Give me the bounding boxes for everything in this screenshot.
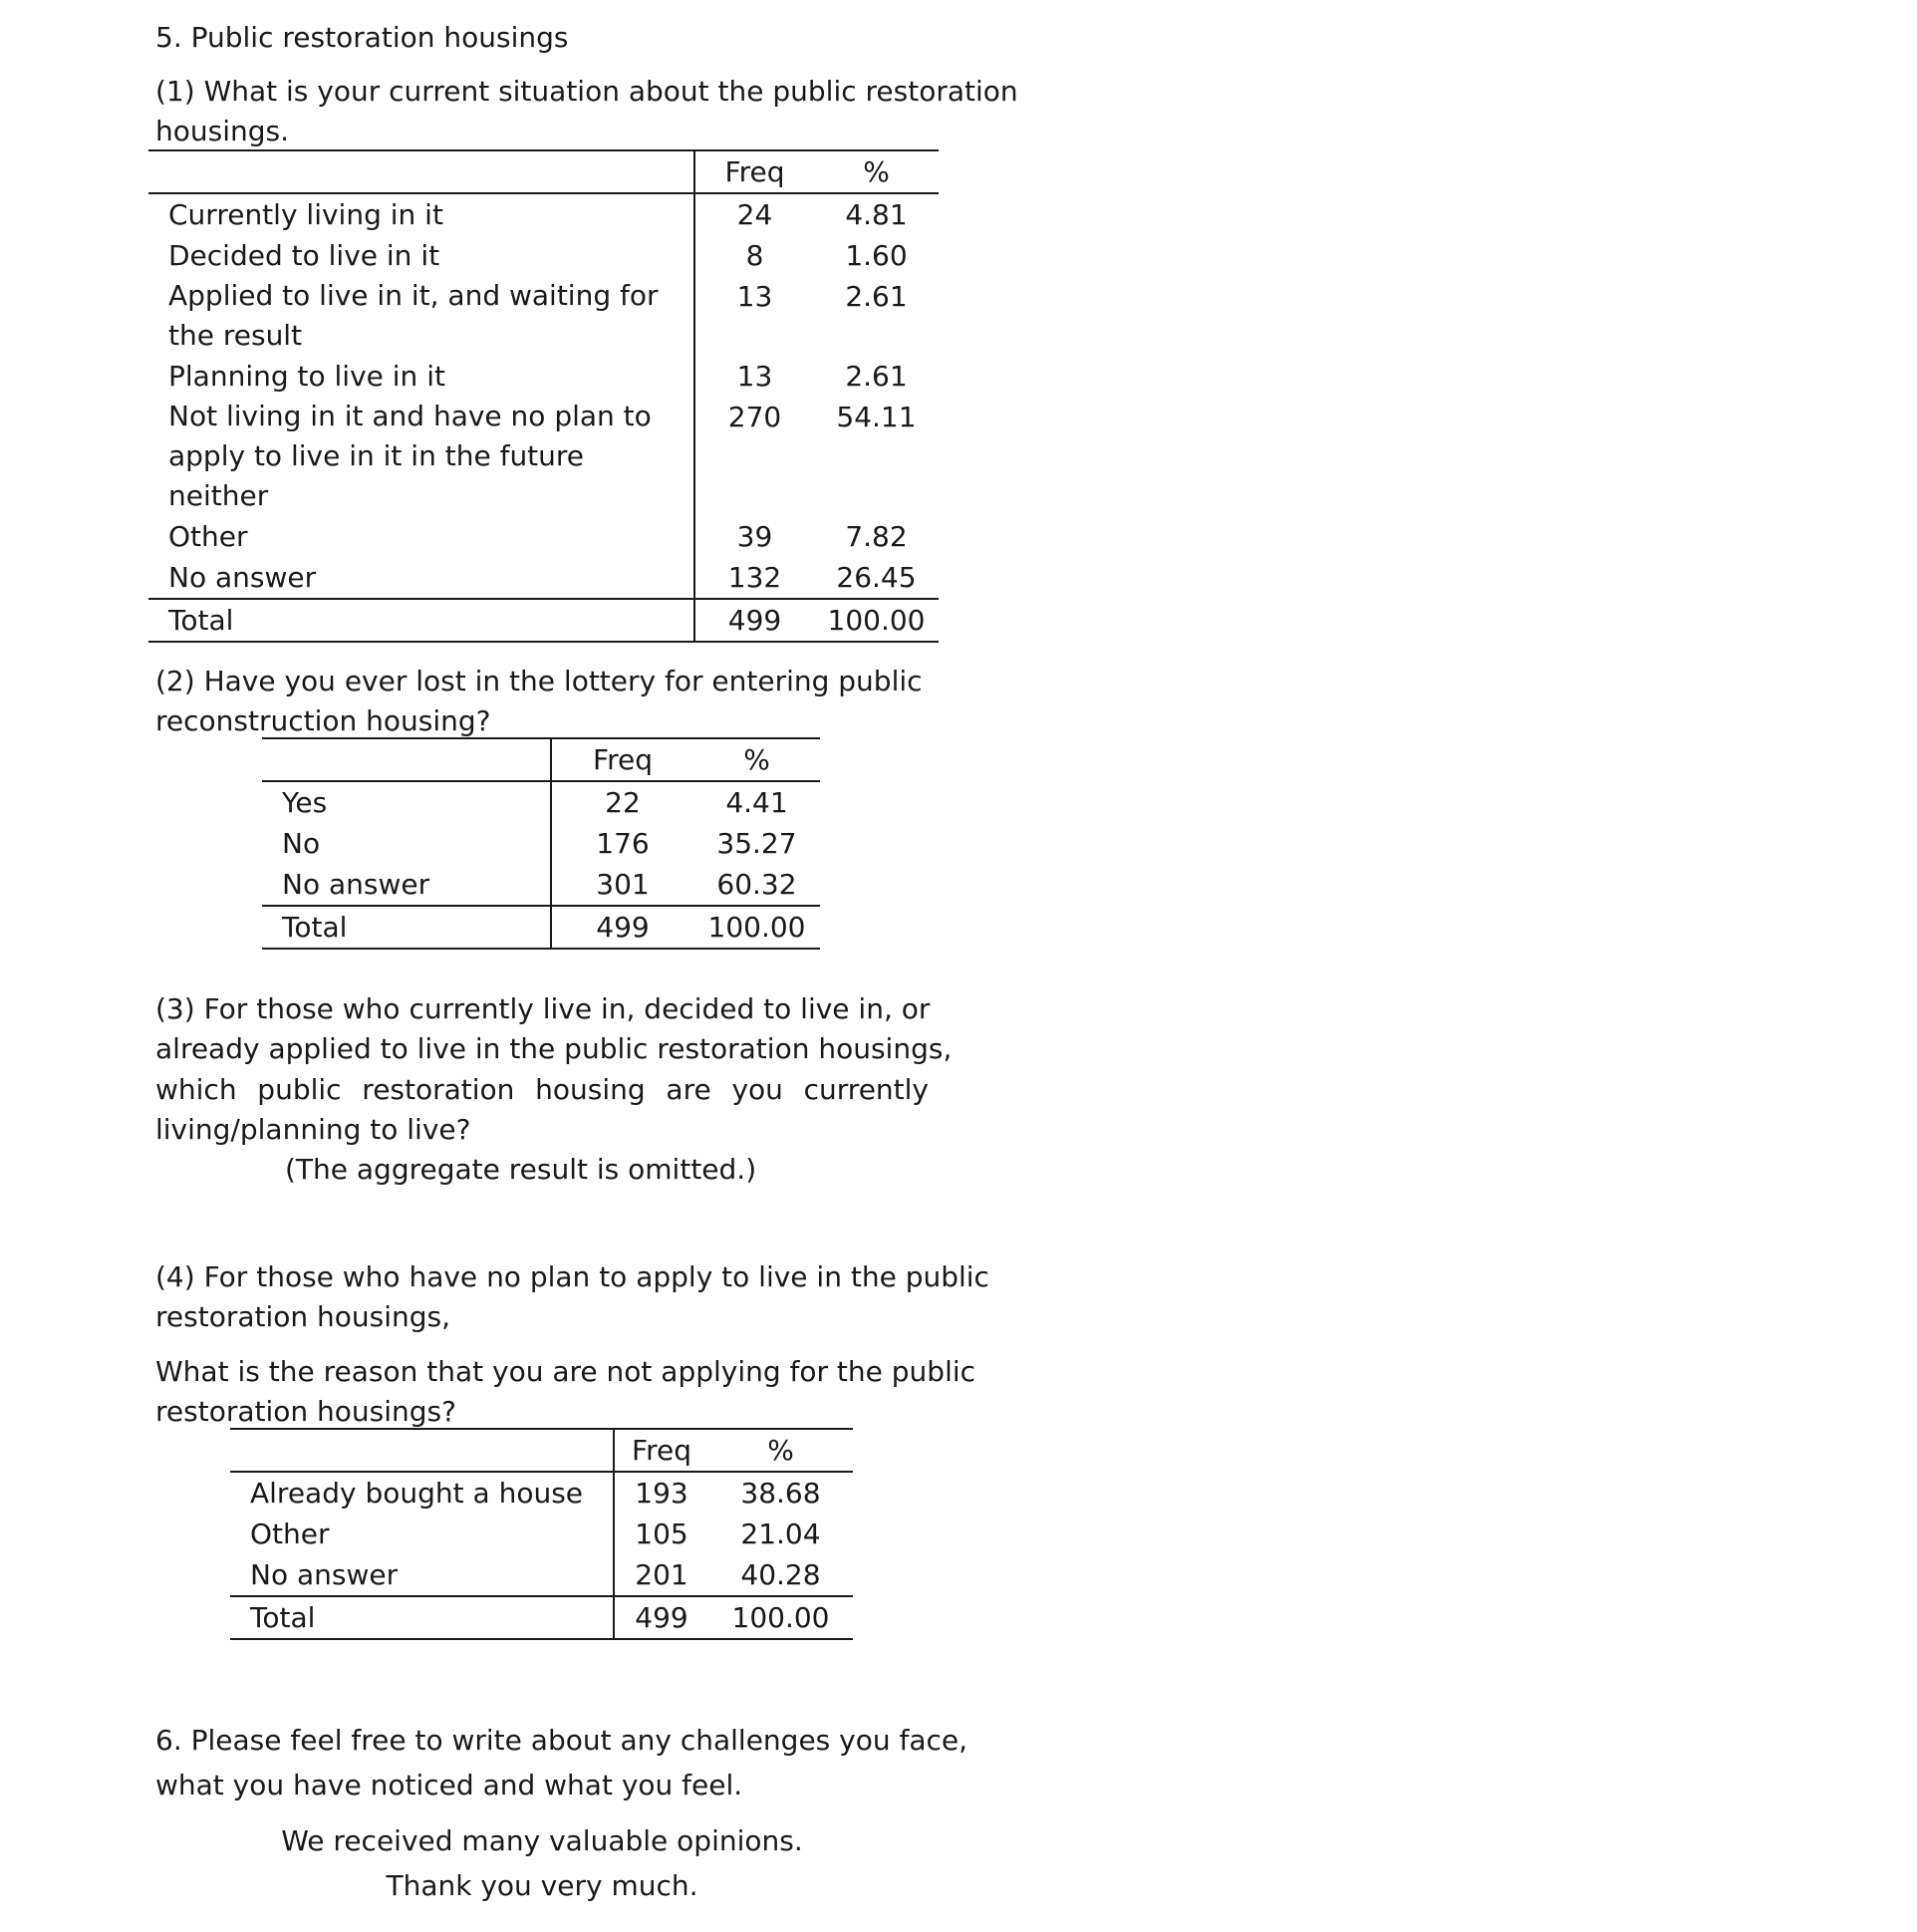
row-label: Decided to live in it xyxy=(148,235,694,276)
row-freq: 39 xyxy=(736,520,773,553)
total-row xyxy=(230,1596,853,1639)
row-label: No answer xyxy=(148,557,694,599)
row-label: Already bought a house xyxy=(230,1472,614,1514)
row-freq: 22 xyxy=(605,786,641,819)
q4-text-line1: (4) For those who have no plan to apply to live in the public xyxy=(155,1260,989,1293)
table-row xyxy=(230,1554,853,1596)
row-label: Currently living in it xyxy=(148,193,694,235)
row-pct: 26.45 xyxy=(836,561,917,594)
row-pct: 7.82 xyxy=(845,520,908,553)
q3-text-line1: (3) For those who currently live in, decided to live in, or xyxy=(155,992,931,1025)
table-row xyxy=(148,516,939,557)
q1-header-freq: Freq xyxy=(694,150,814,193)
row-pct: 40.28 xyxy=(740,1558,821,1591)
row-pct: 2.61 xyxy=(845,360,908,393)
q4-text-line2: restoration housings, xyxy=(155,1300,451,1333)
q3-text-line3: which public restoration housing are you currently xyxy=(155,1073,929,1106)
total-freq: 499 xyxy=(614,1596,708,1639)
q1-header-pct: % xyxy=(814,150,939,193)
section-5-heading: 5. Public restoration housings xyxy=(155,21,569,54)
row-label: Yes xyxy=(262,781,551,823)
q4-table xyxy=(230,1428,853,1640)
total-row xyxy=(262,906,820,949)
q4-text-line3: What is the reason that you are not applying for the public xyxy=(155,1355,976,1388)
closing-line2: Thank you very much. xyxy=(386,1869,698,1902)
table-row xyxy=(148,356,939,397)
q4-header-freq: Freq xyxy=(614,1429,708,1472)
row-freq: 8 xyxy=(745,239,764,272)
total-pct: 100.00 xyxy=(814,599,939,642)
row-freq: 301 xyxy=(596,868,650,901)
row-pct: 21.04 xyxy=(740,1518,821,1550)
row-label: No answer xyxy=(230,1554,614,1596)
section-6-line2: what you have noticed and what you feel. xyxy=(155,1769,743,1801)
row-label: Other xyxy=(148,516,694,557)
row-pct: 38.68 xyxy=(740,1477,821,1510)
row-pct: 54.11 xyxy=(836,401,917,433)
total-row xyxy=(148,599,939,642)
row-label: No xyxy=(262,823,551,864)
row-freq: 201 xyxy=(635,1558,688,1591)
table-row xyxy=(230,1472,853,1514)
row-label: No answer xyxy=(262,864,551,906)
q2-question-line2: reconstruction housing? xyxy=(155,704,491,737)
q3-text-line2: already applied to live in the public restoration housings, xyxy=(155,1032,953,1065)
q2-header-freq: Freq xyxy=(551,738,693,781)
total-pct: 100.00 xyxy=(708,1596,853,1639)
q4-text-line4: restoration housings? xyxy=(155,1395,456,1428)
table-row xyxy=(230,1514,853,1554)
closing-line1: We received many valuable opinions. xyxy=(281,1824,803,1857)
total-freq: 499 xyxy=(551,906,693,949)
q1-question-line2: housings. xyxy=(155,115,289,147)
row-freq: 24 xyxy=(736,198,773,231)
total-label: Total xyxy=(230,1596,614,1639)
total-freq: 499 xyxy=(694,599,814,642)
row-pct: 60.32 xyxy=(716,868,797,901)
row-freq: 13 xyxy=(736,360,773,393)
total-pct: 100.00 xyxy=(693,906,820,949)
row-freq: 13 xyxy=(736,280,773,313)
table-row xyxy=(148,397,939,516)
row-freq: 132 xyxy=(727,561,782,594)
q1-table xyxy=(148,149,939,643)
row-freq: 105 xyxy=(635,1518,688,1550)
row-freq: 176 xyxy=(596,827,650,860)
q3-text-line4: living/planning to live? xyxy=(155,1113,471,1146)
table-row xyxy=(148,193,939,235)
section-6-line1: 6. Please feel free to write about any challenges you face, xyxy=(155,1724,968,1757)
row-label: Not living in it and have no plan to apply to live in it in the future neither xyxy=(148,397,694,516)
q2-table xyxy=(262,737,820,950)
q2-header-pct: % xyxy=(693,738,820,781)
row-pct: 4.81 xyxy=(845,198,908,231)
row-pct: 4.41 xyxy=(725,786,788,819)
total-label: Total xyxy=(262,906,551,949)
row-label: Planning to live in it xyxy=(148,356,694,397)
row-freq: 270 xyxy=(727,401,782,433)
q2-question-line1: (2) Have you ever lost in the lottery for entering public xyxy=(155,665,923,697)
q1-question-line1: (1) What is your current situation about the public restoration xyxy=(155,75,1018,108)
table-row xyxy=(262,823,820,864)
q3-omitted-note: (The aggregate result is omitted.) xyxy=(285,1153,757,1186)
table-row xyxy=(148,557,939,599)
table-row xyxy=(262,864,820,906)
total-label: Total xyxy=(148,599,694,642)
row-pct: 35.27 xyxy=(716,827,797,860)
row-label: Other xyxy=(230,1514,614,1554)
table-row xyxy=(148,235,939,276)
row-freq: 193 xyxy=(635,1477,688,1510)
table-row xyxy=(262,781,820,823)
row-pct: 1.60 xyxy=(845,239,908,272)
row-label: Applied to live in it, and waiting for the result xyxy=(148,276,694,356)
table-row xyxy=(148,276,939,356)
row-pct: 2.61 xyxy=(845,280,908,313)
q4-header-pct: % xyxy=(708,1429,853,1472)
